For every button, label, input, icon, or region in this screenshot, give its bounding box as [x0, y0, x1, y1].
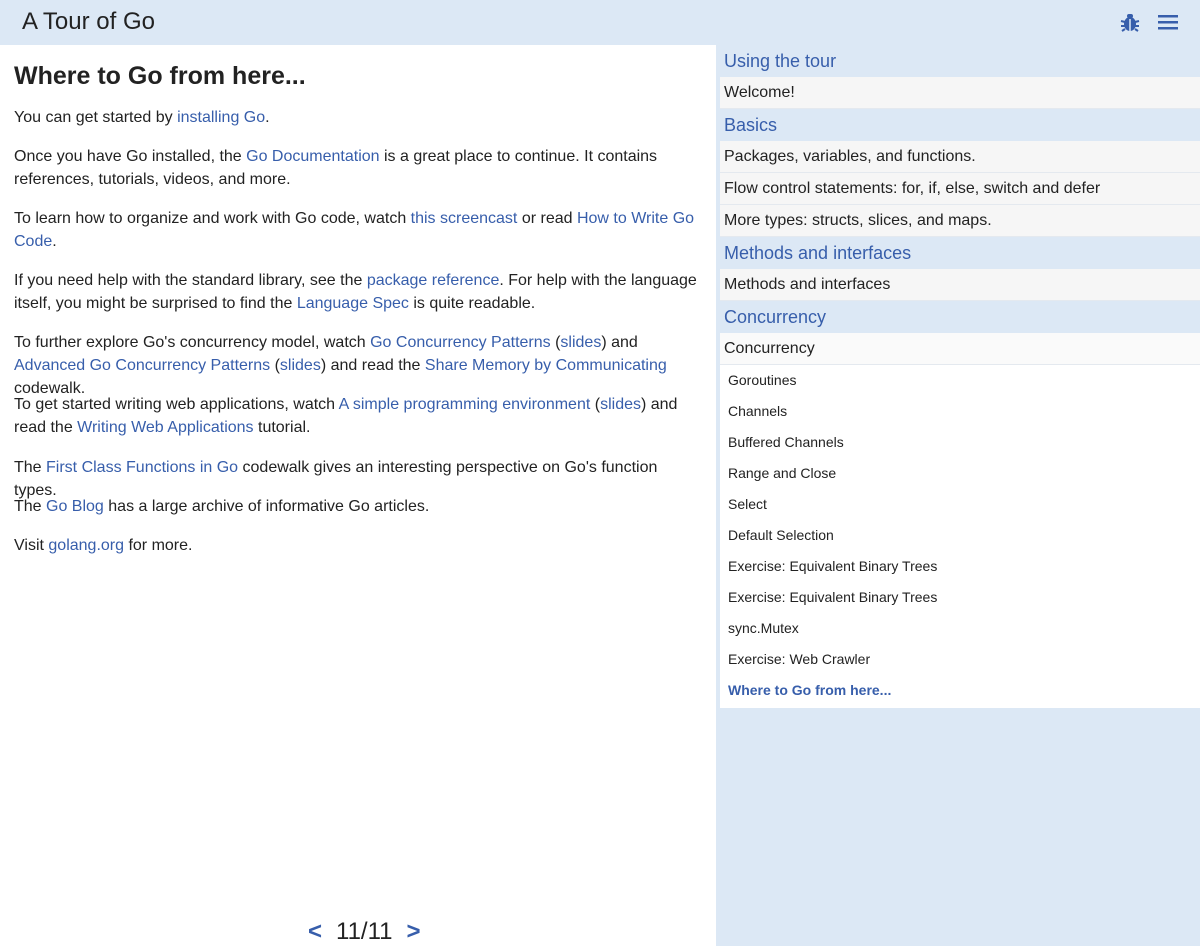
link-share-memory-by-communicating[interactable]: Share Memory by Communicating [424, 357, 667, 374]
paragraph-install: You can get started by installing Go. [14, 109, 270, 126]
toc-page-select[interactable]: Select [728, 496, 767, 512]
toc-page-buffered-channels[interactable]: Buffered Channels [728, 434, 844, 450]
next-page-button[interactable]: > [406, 918, 421, 945]
link-golang-org[interactable]: golang.org [48, 537, 125, 554]
page-title: Where to Go from here... [14, 62, 306, 90]
toc-page-exercise-web-crawler[interactable]: Exercise: Web Crawler [728, 651, 871, 667]
link-this-screencast[interactable]: this screencast [410, 210, 518, 227]
toc-page-sync-mutex[interactable]: sync.Mutex [728, 620, 799, 636]
toc-page-where-to-go[interactable]: Where to Go from here... [728, 682, 892, 698]
link-slides-2[interactable]: slides [279, 357, 321, 374]
link-slides-3[interactable]: slides [600, 396, 641, 413]
toc-page-exercise-binary-trees-1[interactable]: Exercise: Equivalent Binary Trees [728, 558, 938, 574]
toc-lesson-packages[interactable]: Packages, variables, and functions. [720, 141, 1200, 173]
paragraph-first-class-functions: The First Class Functions in Go codewalk gives an interesting perspective on Go's function types. [14, 459, 658, 499]
prev-page-button[interactable]: < [308, 918, 323, 945]
toc-section-concurrency[interactable]: Concurrency [720, 301, 1200, 333]
bug-icon[interactable] [1118, 10, 1142, 34]
app-title[interactable]: A Tour of Go [22, 8, 155, 35]
toc-section-using-the-tour[interactable]: Using the tour [720, 45, 1200, 77]
lesson-content [0, 45, 716, 946]
menu-icon[interactable] [1156, 10, 1180, 34]
link-language-spec[interactable]: Language Spec [296, 295, 409, 312]
toc-page-range-and-close[interactable]: Range and Close [728, 465, 837, 481]
toc-page-goroutines[interactable]: Goroutines [728, 372, 797, 388]
paragraph-standard-library: If you need help with the standard library, see the package reference. For help with the language itself, you might be surprised to find the Language Spec is quite readable. [14, 272, 697, 312]
paragraph-go-blog: The Go Blog has a large archive of informative Go articles. [14, 498, 430, 515]
paragraph-visit: Visit golang.org for more. [14, 537, 193, 554]
link-first-class-functions[interactable]: First Class Functions in Go [46, 459, 239, 476]
table-of-contents [720, 45, 1200, 708]
toc-section-methods-and-interfaces[interactable]: Methods and interfaces [720, 237, 1200, 269]
link-go-documentation[interactable]: Go Documentation [246, 148, 380, 165]
paragraph-web-applications: To get started writing web applications, watch A simple programming environment (slides) and read the Writing Web Applications tutorial. [14, 396, 678, 436]
toc-page-exercise-binary-trees-2[interactable]: Exercise: Equivalent Binary Trees [728, 589, 938, 605]
link-package-reference[interactable]: package reference [366, 272, 500, 289]
paragraph-documentation: Once you have Go installed, the Go Documentation is a great place to continue. It contains references, tutorials, videos, and more. [14, 148, 658, 188]
link-how-to-write-go-code[interactable]: How to Write Go Code [14, 210, 695, 250]
toc-page-list [720, 365, 1200, 708]
toc-page-channels[interactable]: Channels [728, 403, 788, 419]
toc-lesson-more-types[interactable]: More types: structs, slices, and maps. [720, 205, 1200, 237]
toc-lesson-concurrency[interactable]: Concurrency [720, 333, 1200, 365]
link-advanced-go-concurrency-patterns[interactable]: Advanced Go Concurrency Patterns [14, 357, 271, 374]
paragraph-organize-code: To learn how to organize and work with Go code, watch this screencast or read How to Write Go Code. [14, 210, 695, 250]
top-bar [0, 0, 1200, 45]
pager [308, 918, 421, 946]
toc-page-default-selection[interactable]: Default Selection [728, 527, 834, 543]
link-simple-programming-environment[interactable]: A simple programming environment [338, 396, 591, 413]
toc-section-basics[interactable]: Basics [720, 109, 1200, 141]
link-writing-web-applications[interactable]: Writing Web Applications [77, 419, 254, 436]
link-installing-go[interactable]: installing Go [177, 109, 266, 126]
link-go-concurrency-patterns[interactable]: Go Concurrency Patterns [370, 334, 551, 351]
toc-lesson-flow-control[interactable]: Flow control statements: for, if, else, switch and defer [720, 173, 1200, 205]
toc-lesson-methods-and-interfaces[interactable]: Methods and interfaces [720, 269, 1200, 301]
toc-lesson-welcome[interactable]: Welcome! [720, 77, 1200, 109]
page-indicator: 11/11 [336, 918, 393, 945]
paragraph-concurrency: To further explore Go's concurrency model, watch Go Concurrency Patterns (slides) and Advanced Go Concurrency Patterns (slides) and read the Share Memory by Communicating codewalk. [14, 334, 667, 397]
link-go-blog[interactable]: Go Blog [46, 498, 104, 515]
link-slides-1[interactable]: slides [560, 334, 602, 351]
